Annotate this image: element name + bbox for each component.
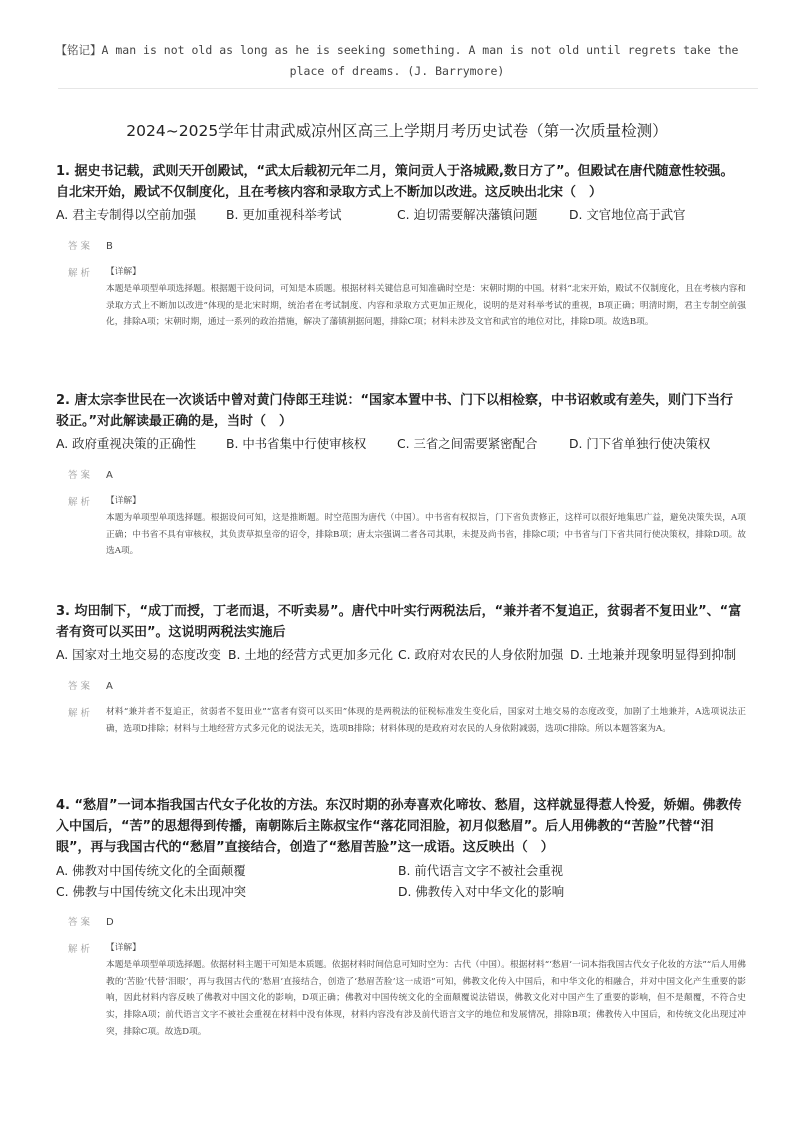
options-row xyxy=(56,204,746,226)
answer-row xyxy=(56,914,746,932)
answer-label: 答案 xyxy=(68,241,94,252)
analysis-text xyxy=(106,940,746,1041)
analysis-label: 解析 xyxy=(68,708,94,719)
option-c: C. 佛教与中国传统文化未出现冲突 xyxy=(56,884,246,899)
option-a: A. 国家对土地交易的态度改变 xyxy=(56,647,221,662)
detail-tag: 【详解】 xyxy=(106,496,141,506)
option-d: D. 门下省单独行使决策权 xyxy=(569,436,711,451)
option-a: A. 佛教对中国传统文化的全面颠覆 xyxy=(56,863,246,878)
analysis-text xyxy=(106,704,746,738)
question-1 xyxy=(56,161,746,331)
answer-value: A xyxy=(106,681,113,692)
detail-tag: 【详解】 xyxy=(106,267,141,277)
question-3 xyxy=(56,601,746,738)
option-a: A. 政府重视决策的正确性 xyxy=(56,436,197,451)
analysis-label: 解析 xyxy=(68,944,94,955)
option-c: C. 政府对农民的人身依附加强 xyxy=(398,647,564,662)
option-b: B. 中书省集中行使审核权 xyxy=(226,436,367,451)
answer-label: 答案 xyxy=(68,470,94,481)
question-4 xyxy=(56,795,746,1041)
analysis-content: 材料“兼并者不复追正，贫弱者不复田业”“富者有资可以买田”体现的是两税法的征税标准发生变化后，国家对土地交易的态度改变，加剧了土地兼并，A选项说法正确，选项D排除；材料与土地经营方式多元化的说法无关，选项B排除；材料体现的是政府对农民的人身依附减弱，选项C排除。所以本题答案为A。 xyxy=(106,707,746,734)
answer-row xyxy=(56,678,746,696)
analysis-content: 本题是单项型单项选择题。依据材料主题干可知是本质题。依据材料时间信息可知时空为：古代（中国）。根据材料“‘愁眉’一词本指我国古代女子化妆的方法”“后人用佛教的‘苦脸’代替‘泪眼’，再与我国古代的‘愁眉’直接结合，创造了‘愁眉苦脸’这一成语”可知，佛教文化传入中国后，和中华文化的相融合，并对中国文化产生重要的影响，因此材料内容反映了佛教对中国文化的影响，D项正确；佛教对中国传统文化的全面颠覆说法错误，佛教文化对中国产生了重要的影响，但不是颠覆，不符合史实，排除A项；前代语言文字不被社会重视在材料中没有体现，材料内容没有涉及前代语言文字的地位和发展情况，排除B项；佛教传入中国后，和传统文化出现过冲突，排除C项。故选D项。 xyxy=(106,959,746,1037)
answer-value: A xyxy=(106,470,113,481)
option-b: B. 更加重视科举考试 xyxy=(226,207,342,222)
answer-value: B xyxy=(106,241,113,252)
options-grid xyxy=(56,860,746,902)
analysis-block xyxy=(56,940,746,1041)
question-stem: 4. “愁眉”一词本指我国古代女子化妆的方法。东汉时期的孙寿喜欢化啼妆、愁眉，这样就显得惹人怜爱，娇媚。佛教传入中国后，“苦”的思想得到传播，南朝陈后主陈叔宝作“落花同泪脸，初月似愁眉”。后人用佛教的“苦脸”代替“泪眼”，再与我国古代的“愁眉”直接结合，创造了“愁眉苦脸”这一成语。这反映出（ ） xyxy=(56,798,742,855)
analysis-content: 本题是单项型单项选择题。根据题干设问词，可知是本质题。根据材料关键信息可知准确时空是：宋朝时期的中国。材料“北宋开始，殿试不仅制度化，且在考核内容和录取方式上不断加以改进”体现的是北宋时期，统治者在考试制度、内容和录取方式更加正规化，说明的是对科举考试的重视，B项正确；明清时期，君主专制空前强化，排除A项；宋朝时期，通过一系列的政治措施，解决了藩镇割据问题，排除C项；材料未涉及文官和武官的地位对比，排除D项。故选B项。 xyxy=(106,283,746,328)
option-d: D. 土地兼并现象明显得到抑制 xyxy=(570,647,737,662)
detail-tag: 【详解】 xyxy=(106,943,141,953)
answer-row xyxy=(56,467,746,485)
analysis-label: 解析 xyxy=(68,497,94,508)
header-divider xyxy=(58,88,758,89)
page-title: 2024~2025学年甘肃武威凉州区高三上学期月考历史试卷（第一次质量检测） xyxy=(126,122,668,140)
question-stem: 3. 均田制下，“成丁而授，丁老而退，不听卖易”。唐代中叶实行两税法后，“兼并者不复追正，贫弱者不复田业”、“富者有资可以买田”。这说明两税法实施后 xyxy=(56,604,742,640)
option-c: C. 迫切需要解决藩镇问题 xyxy=(397,207,538,222)
analysis-content: 本题为单项型单项选择题。根据设问可知，这是推断题。时空范围为唐代（中国）。中书省有权拟旨，门下省负责修正，这样可以很好地集思广益，避免决策失误，A项正确；中书省不具有审核权，其负责草拟皇帝的诏令，排除B项；唐太宗强调二者各司其职，未提及尚书省，排除C项；中书省与门下省共同行使决策权，排除D项。故选A项。 xyxy=(106,512,746,557)
option-c: C. 三省之间需要紧密配合 xyxy=(397,436,538,451)
question-stem: 1. 据史书记载，武则天开创殿试，“武太后载初元年二月，策问贡人于洛城殿,数日方了”。但殿试在唐代随意性较强。自北宋开始，殿试不仅制度化，且在考核内容和录取方式上不断加以改进。这反映出北宋（ ） xyxy=(56,164,734,200)
option-b: B. 土地的经营方式更加多元化 xyxy=(228,647,394,662)
option-b: B. 前代语言文字不被社会重视 xyxy=(398,863,564,878)
options-row xyxy=(56,644,746,666)
analysis-block xyxy=(56,493,746,560)
analysis-text xyxy=(106,493,746,560)
analysis-block xyxy=(56,704,746,738)
analysis-text xyxy=(106,264,746,331)
question-2 xyxy=(56,390,746,560)
options-row xyxy=(56,433,746,455)
answer-label: 答案 xyxy=(68,917,94,928)
answer-label: 答案 xyxy=(68,681,94,692)
question-stem: 2. 唐太宗李世民在一次谈话中曾对黄门侍郎王珪说：“国家本置中书、门下以相检察，中书诏敕或有差失，则门下当行驳正。”对此解读最正确的是，当时（ ） xyxy=(56,393,734,429)
option-d: D. 佛教传入对中华文化的影响 xyxy=(398,884,565,899)
analysis-label: 解析 xyxy=(68,268,94,279)
option-a: A. 君主专制得以空前加强 xyxy=(56,207,197,222)
motto-banner: 【铭记】A man is not old as long as he is seeking something. A man is not old until regrets take the place of dreams. (J. Barrymore) xyxy=(55,43,739,78)
analysis-block xyxy=(56,264,746,331)
option-d: D. 文官地位高于武官 xyxy=(569,207,686,222)
answer-row xyxy=(56,238,746,256)
answer-value: D xyxy=(106,917,114,928)
